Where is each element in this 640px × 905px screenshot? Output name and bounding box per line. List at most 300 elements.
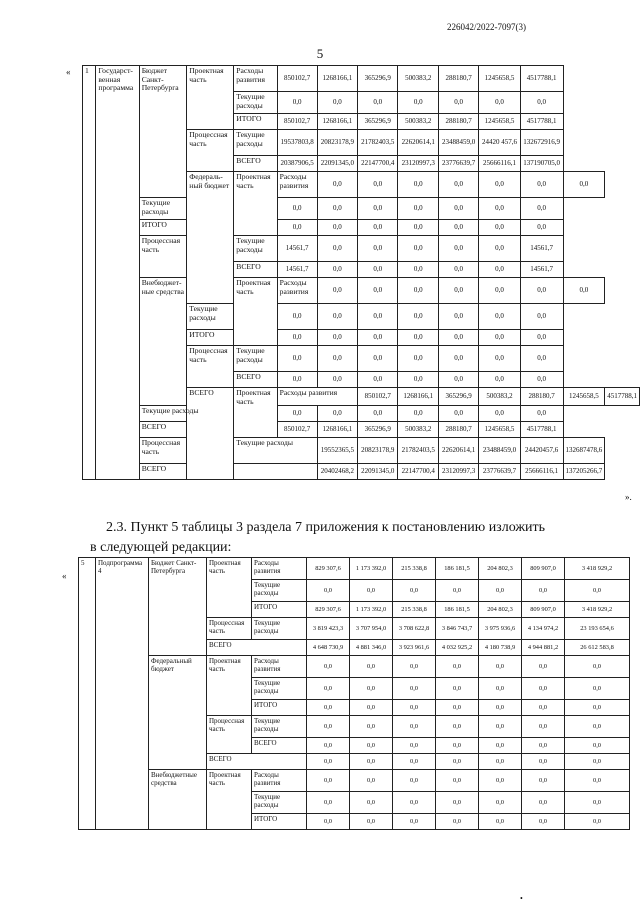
value-cell: 25666116,1 [479,156,521,172]
label-cell: ИТОГО [234,114,277,130]
value-cell: 0,0 [436,656,479,678]
table-row [83,464,640,480]
value-cell: 0,0 [479,406,521,422]
value-cell: 0,0 [350,700,393,716]
value-cell: 1245658,5 [479,114,521,130]
value-cell: 0,0 [307,716,350,738]
value-cell: 23120997,3 [398,156,438,172]
value-cell: 26 612 583,8 [565,640,630,656]
value-cell: 0,0 [436,678,479,700]
value-cell: 0,0 [520,372,563,388]
value-cell: 0,0 [317,236,357,262]
value-cell: 20823178,9 [317,130,357,156]
value-cell: 0,0 [522,738,565,754]
value-cell: 0,0 [479,198,521,220]
table-row [83,406,640,422]
value-cell: 0,0 [565,716,630,738]
value-cell: 0,0 [350,770,393,792]
value-cell: 0,0 [358,92,398,114]
value-cell: 0,0 [438,198,478,220]
label-cell: Проектная часть [187,66,234,130]
value-cell: 0,0 [317,92,357,114]
value-cell: 0,0 [436,814,479,830]
value-cell: 500383,2 [398,422,438,438]
value-cell: 0,0 [436,716,479,738]
label-cell: ВСЕГО [234,372,277,388]
value-cell: 3 819 423,3 [307,618,350,640]
table2-wrapper [78,557,630,830]
value-cell: 850102,7 [277,422,317,438]
value-cell: 0,0 [479,770,522,792]
label-cell: ИТОГО [139,220,187,236]
value-cell: 21782403,5 [358,130,398,156]
value-cell: 0,0 [565,814,630,830]
label-cell: Бюджет Санкт-Петербурга [149,558,207,656]
scan-mark: • [520,894,523,903]
label-cell: ВСЕГО [139,464,317,480]
value-cell: 0,0 [479,262,521,278]
value-cell: 3 418 929,2 [565,558,630,580]
value-cell: 500383,2 [479,388,521,406]
value-cell: 0,0 [307,678,350,700]
value-cell: 0,0 [277,198,317,220]
value-cell: 23776639,7 [479,464,521,480]
value-cell: 0,0 [520,330,563,346]
value-cell: 0,0 [522,754,565,770]
label-cell: Расходы развития [252,656,307,678]
value-cell: 0,0 [479,330,521,346]
label-cell: Текущие расходы [234,346,277,372]
value-cell: 0,0 [479,656,522,678]
amendment-paragraph [90,518,595,557]
value-cell: 132687478,6 [563,438,605,464]
value-cell: 288180,7 [438,66,478,92]
value-cell: 0,0 [436,700,479,716]
amendment-line-2: в следующей редакции: [90,539,232,555]
value-cell: 0,0 [398,346,438,372]
value-cell: 0,0 [436,792,479,814]
value-cell: 0,0 [479,236,521,262]
value-cell: 0,0 [317,346,357,372]
value-cell: 0,0 [565,656,630,678]
label-cell: Текущие расходы [252,618,307,640]
value-cell: 0,0 [438,372,478,388]
value-cell: 0,0 [520,304,563,330]
value-cell: 288180,7 [438,114,478,130]
value-cell: 0,0 [438,346,478,372]
value-cell: 0,0 [358,198,398,220]
value-cell: 0,0 [398,198,438,220]
value-cell: 0,0 [479,754,522,770]
value-cell: 3 707 954,0 [350,618,393,640]
value-cell: 0,0 [317,304,357,330]
value-cell: 14561,7 [277,236,317,262]
value-cell: 0,0 [398,220,438,236]
table-row [83,198,640,220]
label-cell: ВСЕГО [187,388,234,480]
label-cell: Текущие расходы [252,792,307,814]
value-cell: 0,0 [436,754,479,770]
value-cell: 0,0 [358,172,398,198]
value-cell: 132672916,9 [520,130,563,156]
value-cell: 0,0 [438,406,478,422]
value-cell: 0,0 [438,330,478,346]
value-cell: 850102,7 [358,388,398,406]
label-cell: Текущие расходы [234,438,317,464]
budget-table-subprogram [78,557,630,830]
value-cell: 0,0 [358,330,398,346]
table-row [79,656,630,678]
budget-table-program [82,65,640,480]
value-cell: 1 173 392,0 [350,558,393,580]
value-cell: 0,0 [479,346,521,372]
value-cell: 0,0 [307,792,350,814]
value-cell: 0,0 [277,92,317,114]
label-cell: Текущие расходы [139,198,187,220]
value-cell: 0,0 [398,278,438,304]
label-cell: Процессная часть [207,618,252,640]
value-cell: 22147700,4 [358,156,398,172]
value-cell: 0,0 [398,262,438,278]
value-cell: 0,0 [522,656,565,678]
label-cell: Расходы развития [252,770,307,792]
value-cell: 23488459,0 [438,130,478,156]
table-row [79,770,630,792]
value-cell: 4 134 974,2 [522,618,565,640]
value-cell: 4517788,1 [520,114,563,130]
value-cell: 0,0 [479,814,522,830]
value-cell: 204 802,3 [479,602,522,618]
value-cell: 0,0 [317,406,357,422]
value-cell: 0,0 [277,220,317,236]
value-cell: 0,0 [350,716,393,738]
value-cell: 0,0 [479,278,521,304]
value-cell: 0,0 [393,580,436,602]
value-cell: 14561,7 [520,262,563,278]
value-cell: 22091345,0 [358,464,398,480]
value-cell: 25666116,1 [520,464,563,480]
label-cell: 5 [79,558,96,830]
value-cell: 809 907,0 [522,558,565,580]
label-cell: Текущие расходы [139,406,234,422]
value-cell: 0,0 [479,580,522,602]
label-cell: Текущие расходы [252,678,307,700]
value-cell: 0,0 [479,700,522,716]
value-cell: 0,0 [479,792,522,814]
value-cell: 0,0 [479,716,522,738]
value-cell: 0,0 [350,814,393,830]
table-row [83,220,640,236]
value-cell: 0,0 [520,220,563,236]
value-cell: 14561,7 [277,262,317,278]
amendment-line-1: 2.3. Пункт 5 таблицы 3 раздела 7 приложения к постановлению изложить [106,520,546,535]
value-cell: 0,0 [358,346,398,372]
label-cell: ИТОГО [252,700,307,716]
label-cell: Проектная часть [234,278,277,346]
label-cell: Бюджет Санкт-Петербурга [139,66,187,198]
value-cell: 0,0 [522,678,565,700]
value-cell: 22620614,1 [398,130,438,156]
label-cell: Текущие расходы [234,130,277,156]
value-cell: 4517788,1 [605,388,640,406]
value-cell: 215 338,8 [393,558,436,580]
label-cell: Текущие расходы [252,716,307,738]
value-cell: 365296,9 [358,66,398,92]
value-cell: 4 944 881,2 [522,640,565,656]
value-cell: 1245658,5 [479,66,521,92]
value-cell: 204 802,3 [479,558,522,580]
value-cell: 0,0 [436,770,479,792]
value-cell: 0,0 [317,172,357,198]
value-cell: 1245658,5 [563,388,605,406]
value-cell: 0,0 [479,92,521,114]
label-cell: Федераль-ный бюджет [187,172,234,304]
value-cell: 4 180 738,9 [479,640,522,656]
label-cell: ВСЕГО [234,262,277,278]
label-cell: Проектная часть [207,558,252,618]
value-cell: 365296,9 [358,114,398,130]
value-cell: 0,0 [479,220,521,236]
value-cell: 0,0 [522,700,565,716]
value-cell: 0,0 [350,580,393,602]
label-cell: Процессная часть [187,130,234,172]
value-cell: 3 846 743,7 [436,618,479,640]
value-cell: 0,0 [565,770,630,792]
label-cell: ВСЕГО [207,754,307,770]
value-cell: 0,0 [565,738,630,754]
value-cell: 288180,7 [438,422,478,438]
value-cell: 0,0 [438,92,478,114]
value-cell: 3 923 961,6 [393,640,436,656]
value-cell: 0,0 [393,770,436,792]
value-cell: 0,0 [565,754,630,770]
value-cell: 0,0 [398,172,438,198]
value-cell: 0,0 [393,754,436,770]
value-cell: 0,0 [358,372,398,388]
value-cell: 19552365,5 [317,438,357,464]
value-cell: 0,0 [277,372,317,388]
label-cell: Подпрограмма 4 [96,558,149,830]
value-cell: 3 708 622,8 [393,618,436,640]
value-cell: 20823178,9 [358,438,398,464]
value-cell: 288180,7 [520,388,563,406]
page-number: 5 [316,46,324,61]
table-row [83,438,640,464]
value-cell: 19537803,8 [277,130,317,156]
label-cell: ИТОГО [252,814,307,830]
value-cell: 0,0 [307,656,350,678]
value-cell: 1268166,1 [317,114,357,130]
value-cell: 0,0 [565,678,630,700]
value-cell: 23120997,3 [438,464,478,480]
value-cell: 1268166,1 [398,388,438,406]
value-cell: 0,0 [398,330,438,346]
value-cell: 0,0 [522,814,565,830]
value-cell: 0,0 [479,172,521,198]
value-cell: 22620614,1 [438,438,478,464]
value-cell: 0,0 [565,792,630,814]
value-cell: 0,0 [520,198,563,220]
value-cell: 22147700,4 [398,464,438,480]
table2-open-quote: « [62,571,67,581]
value-cell: 0,0 [393,716,436,738]
value-cell: 23 193 654,6 [565,618,630,640]
table-row [83,236,640,262]
value-cell: 0,0 [317,262,357,278]
label-cell: Текущие расходы [187,304,234,330]
value-cell: 0,0 [277,406,317,422]
label-cell: Текущие расходы [234,92,277,114]
value-cell: 4 648 730,9 [307,640,350,656]
value-cell: 0,0 [522,716,565,738]
value-cell: 0,0 [350,754,393,770]
value-cell: 0,0 [520,278,563,304]
value-cell: 0,0 [520,92,563,114]
value-cell: 0,0 [565,700,630,716]
value-cell: 0,0 [398,236,438,262]
value-cell: 829 307,6 [307,558,350,580]
value-cell: 809 907,0 [522,602,565,618]
value-cell: 0,0 [317,372,357,388]
label-cell: Проектная часть [207,656,252,716]
value-cell: 0,0 [358,262,398,278]
value-cell: 0,0 [438,304,478,330]
label-cell: ИТОГО [252,602,307,618]
value-cell: 14561,7 [520,236,563,262]
value-cell: 0,0 [520,172,563,198]
label-cell: Текущие расходы [252,580,307,602]
value-cell: 1268166,1 [317,422,357,438]
label-cell: Расходы развития [252,558,307,580]
label-cell: Проектная часть [234,172,277,236]
value-cell: 829 307,6 [307,602,350,618]
value-cell: 3 975 936,6 [479,618,522,640]
value-cell: 365296,9 [438,388,478,406]
value-cell: 186 181,5 [436,558,479,580]
value-cell: 0,0 [350,656,393,678]
value-cell: 0,0 [398,92,438,114]
label-cell: Процессная часть [187,346,234,388]
document-id: 226042/2022-7097(3) [447,22,526,32]
value-cell: 0,0 [520,346,563,372]
value-cell: 500383,2 [398,66,438,92]
value-cell: 0,0 [398,304,438,330]
label-cell: Федеральный бюджет [149,656,207,770]
value-cell: 0,0 [307,700,350,716]
value-cell: 24420 457,6 [479,130,521,156]
label-cell: ВСЕГО [252,738,307,754]
value-cell: 0,0 [317,278,357,304]
value-cell: 0,0 [393,700,436,716]
label-cell: Расходы развития [234,66,277,92]
value-cell: 850102,7 [277,114,317,130]
value-cell: 215 338,8 [393,602,436,618]
value-cell: 0,0 [277,304,317,330]
value-cell: 0,0 [436,580,479,602]
label-cell: Расходы развития [277,172,317,198]
table1-wrapper [82,65,640,480]
label-cell: Текущие расходы [234,236,277,262]
value-cell: 1245658,5 [479,422,521,438]
value-cell: 0,0 [393,678,436,700]
value-cell: 23488459,0 [479,438,521,464]
value-cell: 3 418 929,2 [565,602,630,618]
value-cell: 0,0 [358,406,398,422]
label-cell: Проектная часть [234,388,277,438]
value-cell: 1 173 392,0 [350,602,393,618]
value-cell: 0,0 [307,770,350,792]
value-cell: 0,0 [307,754,350,770]
value-cell: 0,0 [438,236,478,262]
value-cell: 0,0 [522,770,565,792]
value-cell: 0,0 [563,278,605,304]
value-cell: 20387906,5 [277,156,317,172]
value-cell: 0,0 [307,814,350,830]
value-cell: 24420457,6 [520,438,563,464]
value-cell: 4 032 925,2 [436,640,479,656]
value-cell: 186 181,5 [436,602,479,618]
value-cell: 0,0 [479,304,521,330]
value-cell: 21782403,5 [398,438,438,464]
value-cell: 0,0 [438,172,478,198]
table-row [79,558,630,580]
value-cell: 0,0 [398,406,438,422]
label-cell: Процессная часть [139,438,187,464]
label-cell: 1 [83,66,96,480]
table-row [83,66,640,92]
value-cell: 0,0 [358,220,398,236]
value-cell: 0,0 [393,814,436,830]
value-cell: 23776639,7 [438,156,478,172]
value-cell: 0,0 [307,738,350,754]
label-cell: Процессная часть [207,716,252,754]
label-cell: ВСЕГО [234,156,277,172]
table-row [83,278,640,304]
value-cell: 0,0 [358,236,398,262]
value-cell: 0,0 [393,738,436,754]
value-cell: 137205266,7 [563,464,605,480]
value-cell: 0,0 [358,304,398,330]
value-cell: 0,0 [438,220,478,236]
table1-open-quote: « [66,67,71,77]
value-cell: 0,0 [479,372,521,388]
value-cell: 0,0 [565,580,630,602]
table-row [83,422,640,438]
table1-close-quote: ». [625,492,632,502]
value-cell: 0,0 [522,580,565,602]
value-cell: 4517788,1 [520,66,563,92]
value-cell: 20402468,2 [317,464,357,480]
value-cell: 22091345,0 [317,156,357,172]
value-cell: 0,0 [398,372,438,388]
value-cell: 0,0 [393,792,436,814]
value-cell: 4 881 346,0 [350,640,393,656]
value-cell: 0,0 [358,278,398,304]
value-cell: 0,0 [522,792,565,814]
label-cell: ВСЕГО [139,422,234,438]
label-cell: Государст-венная программа [96,66,139,480]
value-cell: 0,0 [350,792,393,814]
value-cell: 1268166,1 [317,66,357,92]
value-cell: 0,0 [520,406,563,422]
value-cell: 0,0 [563,172,605,198]
label-cell: ВСЕГО [207,640,307,656]
value-cell: 850102,7 [277,66,317,92]
value-cell: 0,0 [317,220,357,236]
label-cell: Расходы развития [277,388,357,406]
value-cell: 0,0 [317,198,357,220]
value-cell: 0,0 [438,278,478,304]
